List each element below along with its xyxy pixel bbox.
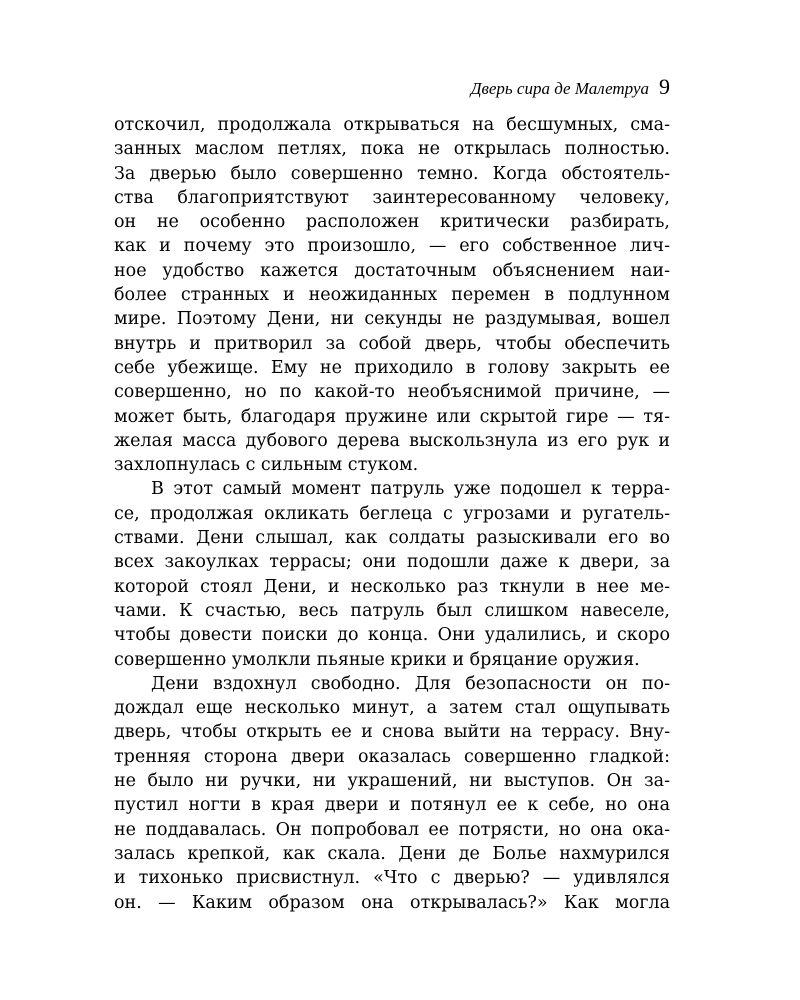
text-line: как и почему это произошло, — его собственное лич- (114, 236, 670, 257)
text-line: ствами. Дени слышал, как солдаты разыскивали его во (114, 528, 670, 549)
text-line: не было ни ручки, ни украшений, ни выступов. Он за- (114, 771, 670, 792)
text-line: се, продолжая окликать беглеца с угрозами и ругатель- (114, 503, 670, 524)
text-line: дверь, чтобы открыть ее и снова выйти на террасу. Вну- (114, 722, 670, 743)
text-line: залась крепкой, как скала. Дени де Болье нахмурился (114, 843, 670, 864)
text-line: не поддавалась. Он попробовал ее потрясти, но она ока- (114, 819, 670, 840)
body-text (114, 113, 670, 915)
text-line: внутрь и притворил за собой дверь, чтобы обеспечить (114, 333, 670, 354)
text-line: совершенно, но по какой-то необъяснимой причине, — (114, 382, 670, 403)
text-line: он. — Каким образом она открывалась?» Как могла (114, 892, 670, 913)
text-line: и тихонько присвистнул. «Что с дверью? — удивлялся (114, 868, 670, 889)
running-title: Дверь сира де Малетруа (470, 79, 649, 98)
text-line: более странных и неожиданных перемен в подлунном (114, 285, 670, 306)
text-line: мире. Поэтому Дени, ни секунды не раздумывая, вошел (114, 309, 670, 330)
text-line: пустил ногти в края двери и потянул ее к себе, но она (114, 795, 670, 816)
text-line: желая масса дубового дерева выскользнула из его рук и (114, 430, 670, 451)
running-head (114, 74, 670, 100)
text-line: захлопнулась с сильным стуком. (114, 455, 419, 476)
text-line: отскочил, продолжала открываться на бесшумных, сма- (114, 115, 670, 135)
text-line: всех закоулках террасы; они подошли даже к двери, за (114, 552, 670, 573)
text-line: За дверью было совершенно темно. Когда обстоятель- (114, 163, 670, 184)
paragraph (114, 672, 670, 915)
text-line: он не особенно расположен критически разбирать, (114, 212, 670, 233)
text-line: совершенно умолкли пьяные крики и бряцание оружия. (114, 649, 640, 670)
text-line: ства благоприятствуют заинтересованному человеку, (114, 187, 670, 208)
paragraph (114, 113, 670, 477)
text-line: чами. К счастью, весь патруль был слишком навеселе, (114, 600, 670, 621)
text-line: которой стоял Дени, и несколько раз ткнули в нее ме- (114, 576, 670, 597)
text-line: Дени вздохнул свободно. Для безопасности он по- (151, 673, 670, 694)
text-line: тренняя сторона двери оказалась совершенно гладкой: (114, 746, 670, 767)
text-line: может быть, благодаря пружине или скрытой гире — тя- (114, 406, 670, 427)
text-line: В этот самый момент патруль уже подошел к терра- (151, 479, 670, 500)
text-line: дождал еще несколько минут, а затем стал ощупывать (114, 698, 670, 719)
text-line: занных маслом петлях, пока не открылась полностью. (114, 139, 670, 160)
text-line: ное удобство кажется достаточным объяснением наи- (114, 260, 670, 281)
text-line: чтобы довести поиски до конца. Они удалились, и скоро (114, 625, 670, 646)
paragraph (114, 477, 670, 671)
text-line: себе убежище. Ему не приходило в голову закрыть ее (114, 357, 670, 378)
page-number: 9 (659, 74, 670, 99)
